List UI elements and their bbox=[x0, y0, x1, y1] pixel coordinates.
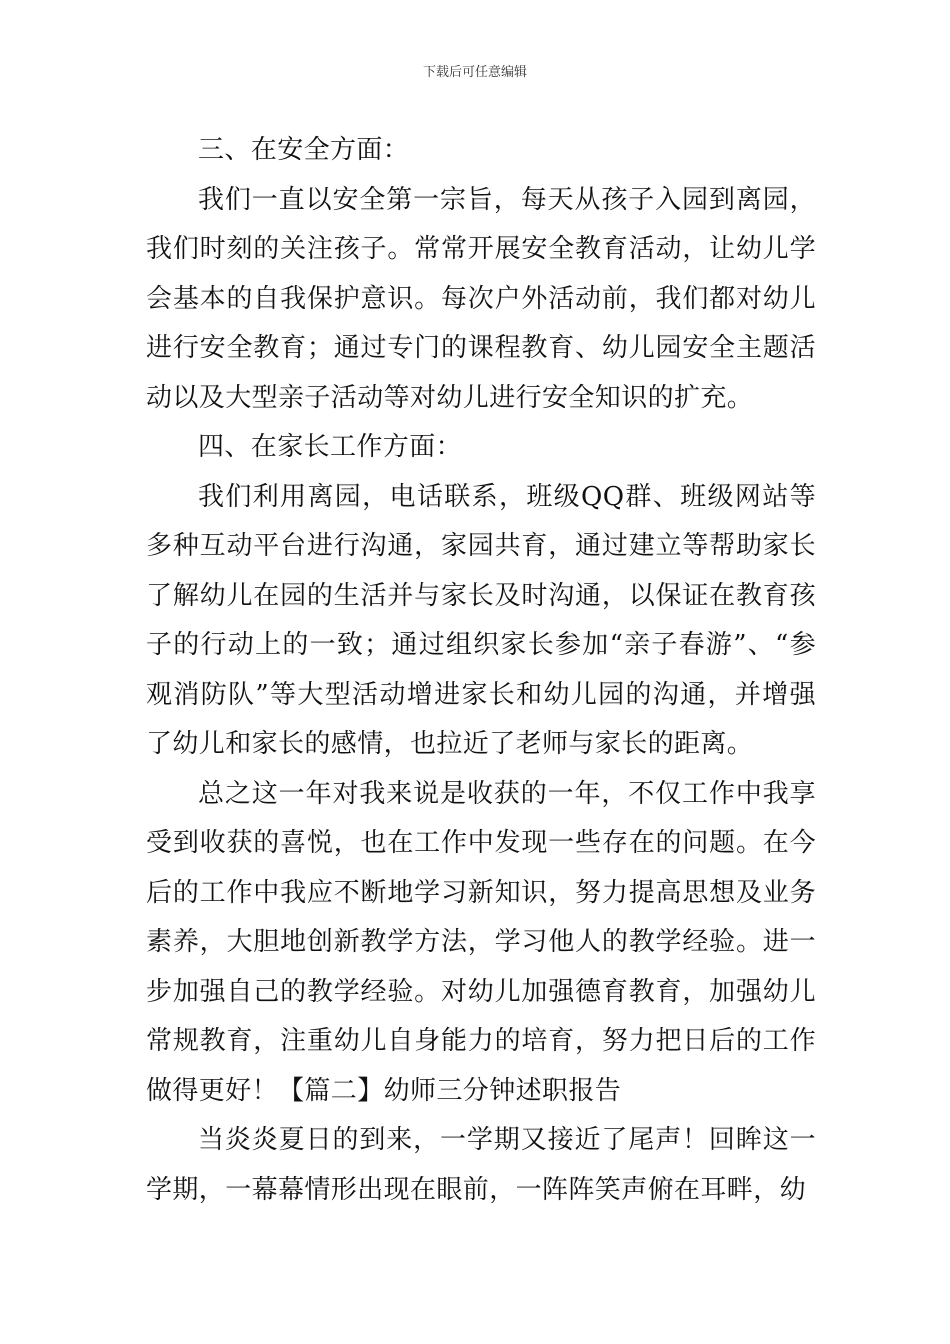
paragraph-parents: 我们利用离园，电话联系，班级QQ群、班级网站等多种互动平台进行沟通，家园共育，通过建立等帮助家长了解幼儿在园的生活并与家长及时沟通，以保证在教育孩子的行动上的一致；通过组织家长参加“亲子春游”、“参观消防队”等大型活动增进家长和幼儿园的沟通，并增强了幼儿和家长的感情，也拉近了老师与家长的距离。 bbox=[146, 481, 816, 759]
page-header: 下载后可任意编辑 bbox=[422, 65, 527, 80]
paragraph-safety: 我们一直以安全第一宗旨，每天从孩子入园到离园，我们时刻的关注孩子。常常开展安全教育活动，让幼儿学会基本的自我保护意识。每次户外活动前，我们都对幼儿进行安全教育；通过专门的课程教育、幼儿园安全主题活动以及大型亲子活动等对幼儿进行安全知识的扩充。 bbox=[146, 184, 816, 413]
paragraph-summary: 总之这一年对我来说是收获的一年，不仅工作中我享受到收获的喜悦，也在工作中发现一些存在的问题。在今后的工作中我应不断地学习新知识，努力提高思想及业务素养，大胆地创新教学方法，学习他人的教学经验。进一步加强自己的教学经验。对幼儿加强德育教育，加强幼儿常规教育，注重幼儿自身能力的培育，努力把日后的工作做得更好！【篇二】幼师三分钟述职报告 bbox=[146, 778, 816, 1106]
section-heading-parents: 四、在家长工作方面： bbox=[198, 432, 463, 462]
section-heading-safety: 三、在安全方面： bbox=[198, 135, 410, 165]
paragraph-part-two: 当炎炎夏日的到来，一学期又接近了尾声！回眸这一学期，一幕幕情形出现在眼前，一阵阵笑声俯在耳畔，幼 bbox=[146, 1125, 816, 1205]
document-body bbox=[146, 126, 816, 1215]
